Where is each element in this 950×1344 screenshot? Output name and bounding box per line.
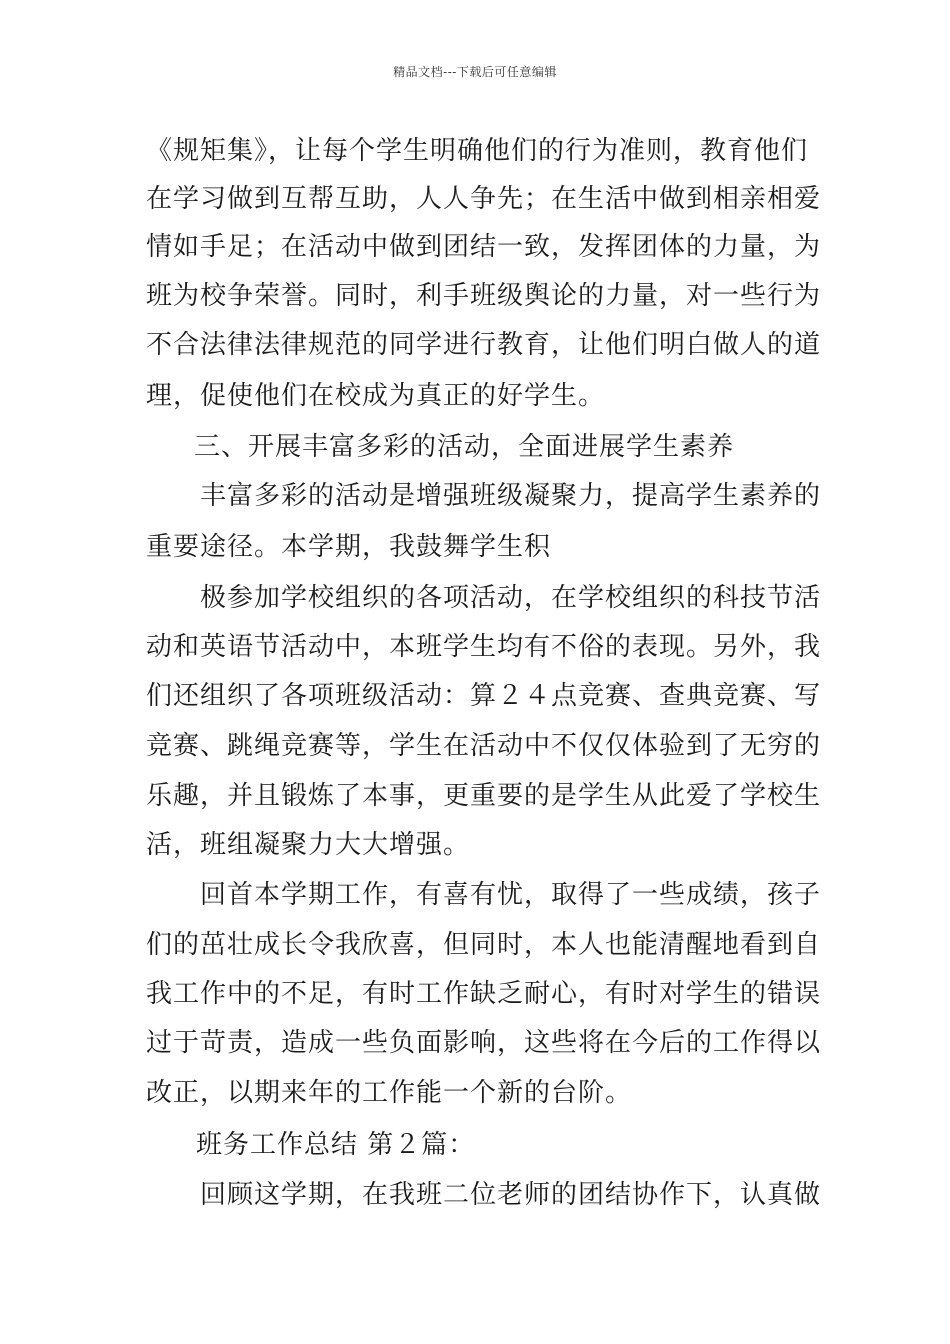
text-line: 们的茁壮成长令我欣喜，但同时，本人也能清醒地看到自	[146, 930, 822, 960]
page-header: 精品文档---下载后可任意编辑	[393, 65, 557, 79]
text-line: 回顾这学期，在我班二位老师的团结协作下，认真做	[200, 1180, 822, 1210]
text-line: 活，班组凝聚力大大增强。	[146, 830, 471, 860]
text-line: 在学习做到互帮互助，人人争先；在生活中做到相亲相爱	[146, 184, 822, 214]
text-line: 乐趣，并且锻炼了本事，更重要的是学生从此爱了学校生	[146, 781, 822, 811]
text-line: 动和英语节活动中，本班学生均有不俗的表现。另外，我	[146, 632, 822, 662]
section-heading: 三、开展丰富多彩的活动，全面进展学生素养	[194, 432, 735, 462]
text-line: 极参加学校组织的各项活动，在学校组织的科技节活	[200, 583, 822, 613]
text-line: 过于苛责，造成一些负面影响，这些将在今后的工作得以	[146, 1028, 822, 1058]
text-line: 们还组织了各项班级活动：算２４点竞赛、查典竞赛、写	[146, 681, 822, 711]
text-line: 班为校争荣誉。同时，利手班级舆论的力量，对一些行为	[146, 281, 822, 311]
text-line: 丰富多彩的活动是增强班级凝聚力，提高学生素养的	[200, 481, 822, 511]
text-line: 我工作中的不足，有时工作缺乏耐心，有时对学生的错误	[146, 979, 822, 1009]
text-line: 重要途径。本学期，我鼓舞学生积	[146, 532, 552, 562]
text-line: 竞赛、跳绳竞赛等，学生在活动中不仅仅体验到了无穷的	[146, 731, 822, 761]
text-line: 理，促使他们在校成为真正的好学生。	[146, 381, 606, 411]
text-line: 回首本学期工作，有喜有忧，取得了一些成绩，孩子	[200, 880, 822, 910]
article-heading: 班务工作总结 第２篇：	[196, 1130, 476, 1160]
text-line: 改正，以期来年的工作能一个新的台阶。	[146, 1078, 633, 1108]
text-line: 《规矩集》，让每个学生明确他们的行为准则，教育他们	[146, 136, 809, 166]
text-line: 不合法律法律规范的同学进行教育，让他们明白做人的道	[146, 330, 822, 360]
text-line: 情如手足；在活动中做到团结一致，发挥团体的力量，为	[146, 232, 822, 262]
